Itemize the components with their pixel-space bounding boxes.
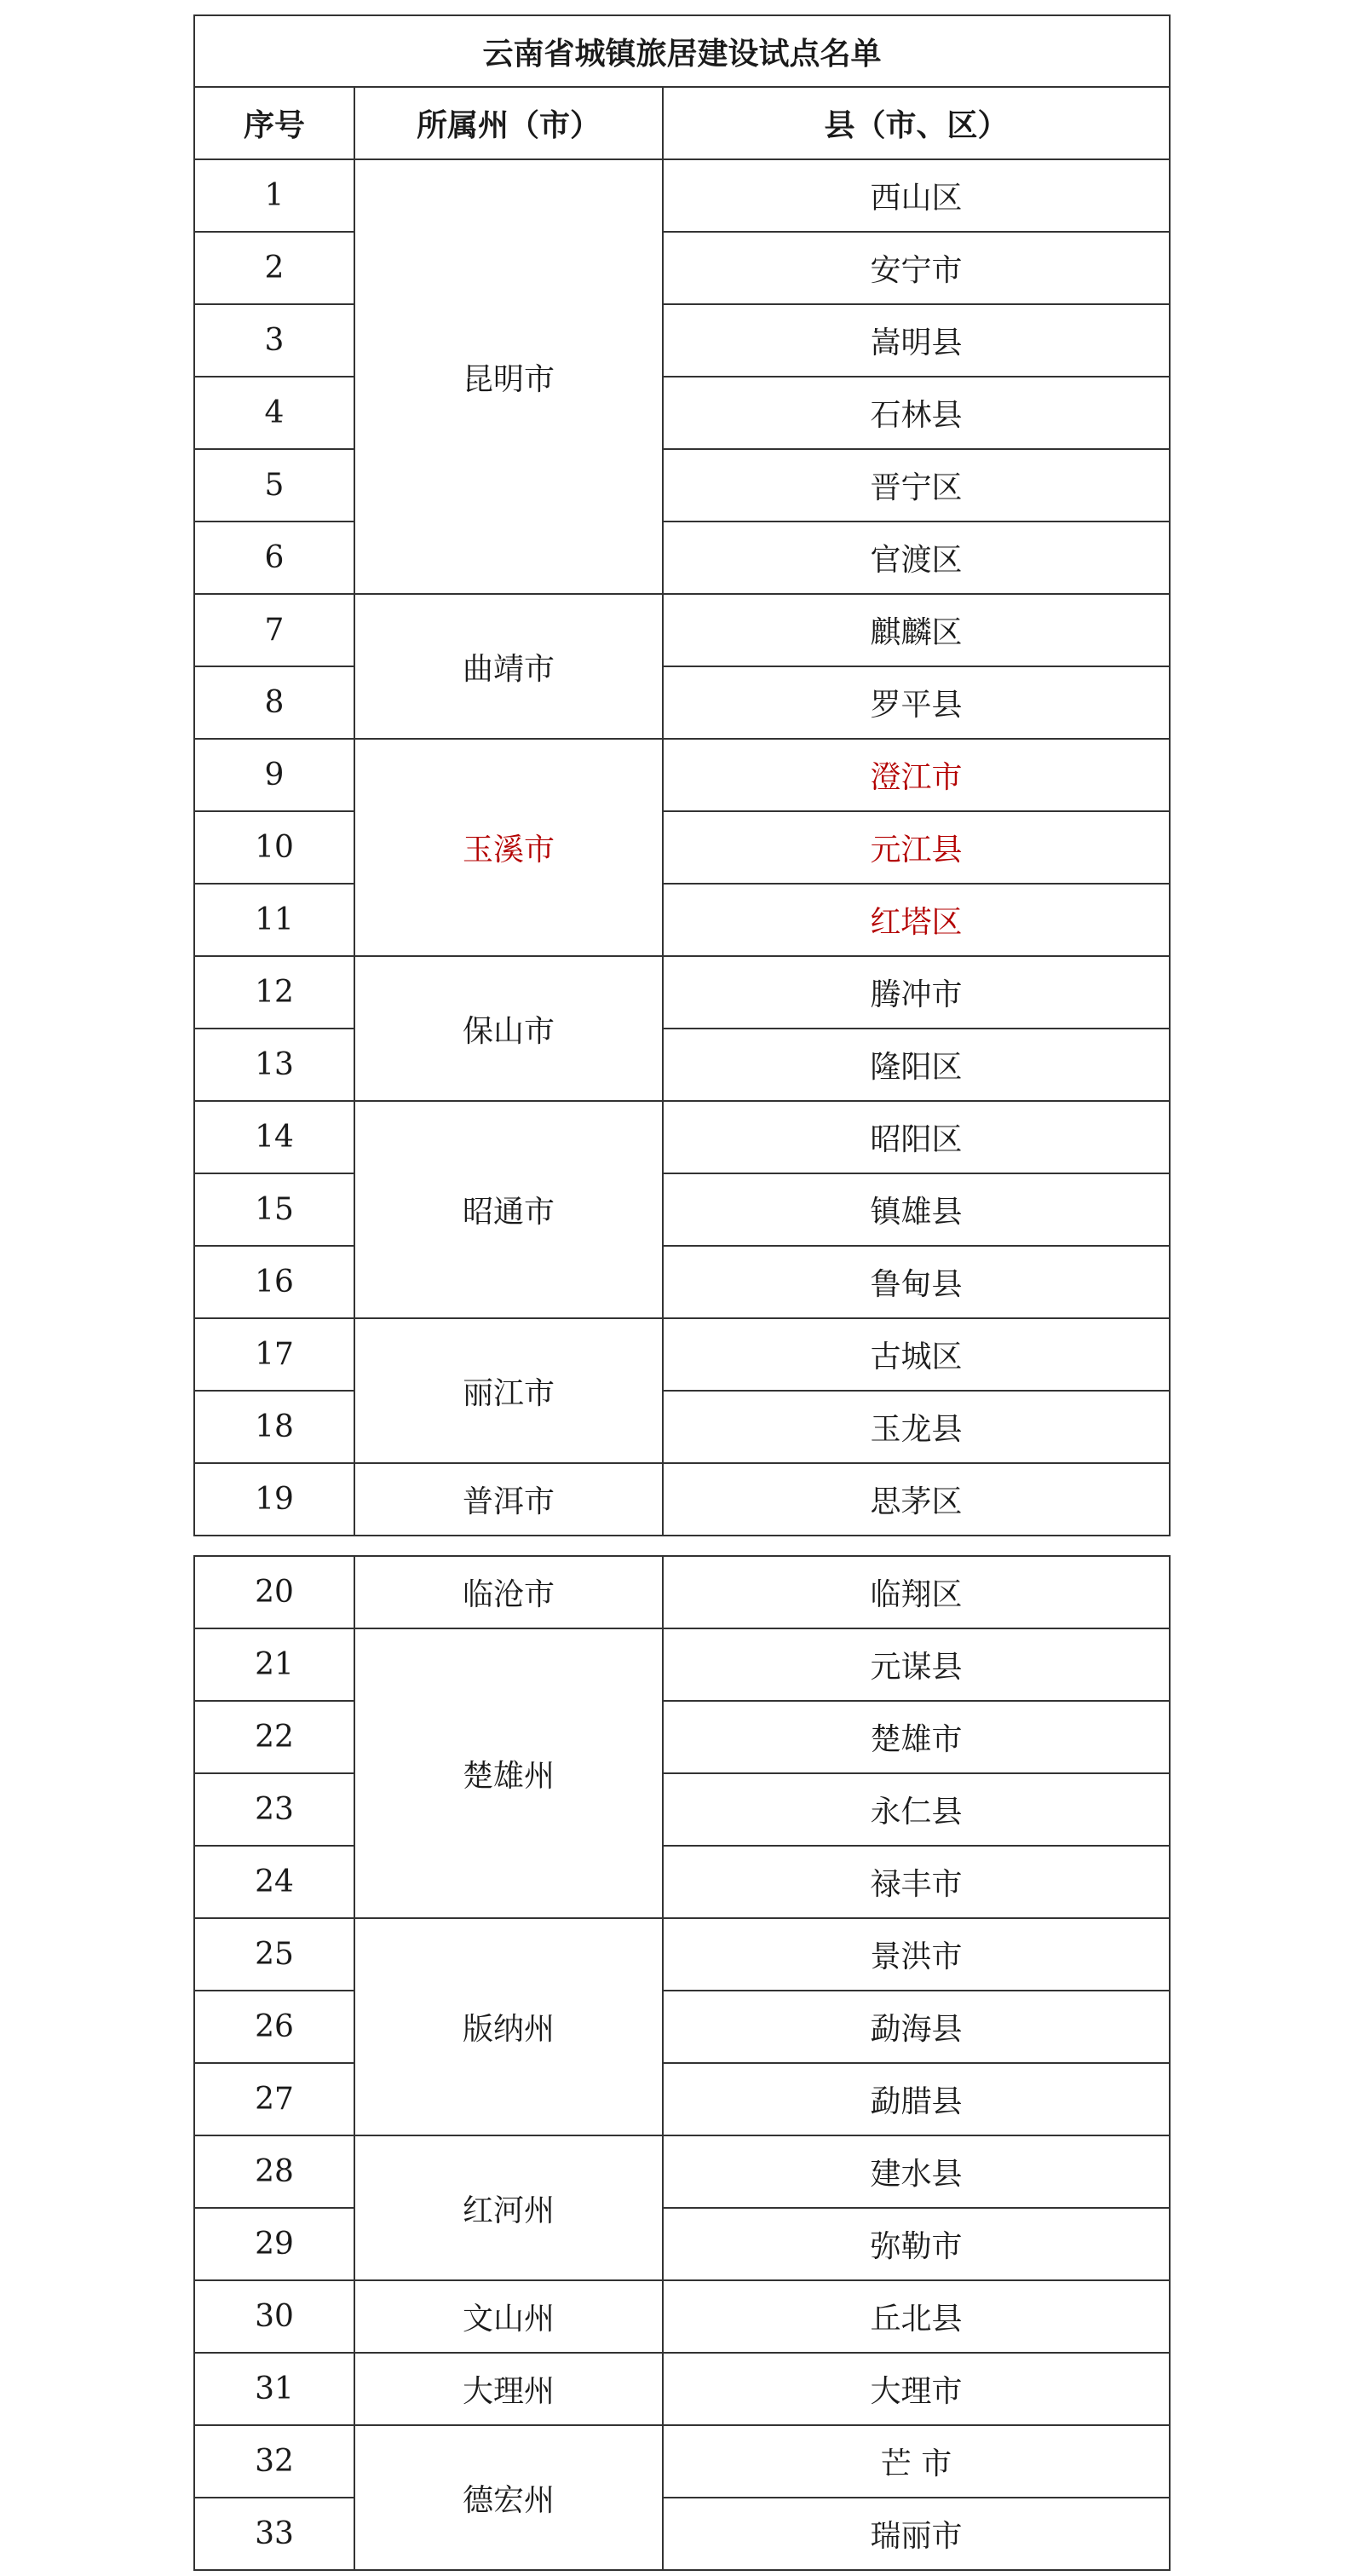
county-cell: 鲁甸县 (663, 1246, 1170, 1318)
table-row (194, 2135, 1170, 2208)
seq-cell: 14 (194, 1101, 354, 1173)
city-cell: 临沧市 (354, 1556, 663, 1628)
seq-cell: 10 (194, 811, 354, 884)
city-cell: 楚雄州 (354, 1628, 663, 1918)
seq-cell: 28 (194, 2135, 354, 2208)
seq-cell: 15 (194, 1173, 354, 1246)
table-row (194, 1173, 1170, 1246)
table-row (194, 2353, 1170, 2425)
table-row (194, 522, 1170, 594)
county-cell: 思茅区 (663, 1463, 1170, 1536)
seq-cell: 9 (194, 739, 354, 811)
table-row (194, 884, 1170, 956)
county-cell: 勐海县 (663, 1991, 1170, 2063)
seq-cell: 4 (194, 377, 354, 449)
header-county: 县（市、区） (663, 87, 1170, 159)
seq-cell: 11 (194, 884, 354, 956)
table-row (194, 1846, 1170, 1918)
county-cell: 永仁县 (663, 1773, 1170, 1846)
table-row (194, 811, 1170, 884)
seq-cell: 2 (194, 232, 354, 304)
county-cell: 丘北县 (663, 2280, 1170, 2353)
county-cell: 嵩明县 (663, 304, 1170, 377)
county-cell: 勐腊县 (663, 2063, 1170, 2135)
county-cell: 晋宁区 (663, 449, 1170, 522)
county-cell: 古城区 (663, 1318, 1170, 1391)
table-row (194, 1701, 1170, 1773)
table-body (194, 1556, 1170, 2570)
county-cell: 元谋县 (663, 1628, 1170, 1701)
city-cell: 文山州 (354, 2280, 663, 2353)
county-cell: 临翔区 (663, 1556, 1170, 1628)
table-row (194, 1463, 1170, 1536)
county-cell: 西山区 (663, 159, 1170, 232)
table-row (194, 1029, 1170, 1101)
header-city: 所属州（市） (354, 87, 663, 159)
table-title: 云南省城镇旅居建设试点名单 (194, 15, 1170, 87)
city-cell: 曲靖市 (354, 594, 663, 739)
table-row (194, 1773, 1170, 1846)
seq-cell: 22 (194, 1701, 354, 1773)
county-cell: 石林县 (663, 377, 1170, 449)
county-cell: 玉龙县 (663, 1391, 1170, 1463)
title-row (194, 15, 1170, 87)
seq-cell: 32 (194, 2425, 354, 2498)
seq-cell: 8 (194, 666, 354, 739)
city-cell: 丽江市 (354, 1318, 663, 1463)
city-cell: 保山市 (354, 956, 663, 1101)
county-cell: 弥勒市 (663, 2208, 1170, 2280)
county-cell: 红塔区 (663, 884, 1170, 956)
table-row (194, 304, 1170, 377)
table-row (194, 1101, 1170, 1173)
county-cell: 瑞丽市 (663, 2498, 1170, 2570)
seq-cell: 16 (194, 1246, 354, 1318)
county-cell: 隆阳区 (663, 1029, 1170, 1101)
county-cell: 元江县 (663, 811, 1170, 884)
table-row (194, 449, 1170, 522)
seq-cell: 25 (194, 1918, 354, 1991)
seq-cell: 6 (194, 522, 354, 594)
table-row (194, 1628, 1170, 1701)
seq-cell: 3 (194, 304, 354, 377)
seq-cell: 33 (194, 2498, 354, 2570)
seq-cell: 13 (194, 1029, 354, 1101)
county-cell: 昭阳区 (663, 1101, 1170, 1173)
table-row (194, 594, 1170, 666)
table-row (194, 1918, 1170, 1991)
county-cell: 澄江市 (663, 739, 1170, 811)
seq-cell: 7 (194, 594, 354, 666)
city-cell: 德宏州 (354, 2425, 663, 2570)
table-row (194, 159, 1170, 232)
seq-cell: 12 (194, 956, 354, 1029)
city-cell: 红河州 (354, 2135, 663, 2280)
table-row (194, 2425, 1170, 2498)
city-cell: 昭通市 (354, 1101, 663, 1318)
county-cell: 麒麟区 (663, 594, 1170, 666)
county-cell: 罗平县 (663, 666, 1170, 739)
seq-cell: 31 (194, 2353, 354, 2425)
county-cell: 芒 市 (663, 2425, 1170, 2498)
seq-cell: 18 (194, 1391, 354, 1463)
table-row (194, 377, 1170, 449)
county-cell: 建水县 (663, 2135, 1170, 2208)
county-cell: 腾冲市 (663, 956, 1170, 1029)
table-row (194, 956, 1170, 1029)
city-cell: 玉溪市 (354, 739, 663, 956)
pilot-list-table-page-1 (193, 14, 1171, 1536)
seq-cell: 23 (194, 1773, 354, 1846)
county-cell: 安宁市 (663, 232, 1170, 304)
city-cell: 昆明市 (354, 159, 663, 594)
table-row (194, 1991, 1170, 2063)
county-cell: 官渡区 (663, 522, 1170, 594)
table-row (194, 739, 1170, 811)
seq-cell: 27 (194, 2063, 354, 2135)
table-row (194, 2063, 1170, 2135)
city-cell: 普洱市 (354, 1463, 663, 1536)
pilot-list-table-page-2 (193, 1555, 1171, 2571)
county-cell: 景洪市 (663, 1918, 1170, 1991)
county-cell: 镇雄县 (663, 1173, 1170, 1246)
seq-cell: 19 (194, 1463, 354, 1536)
seq-cell: 24 (194, 1846, 354, 1918)
seq-cell: 17 (194, 1318, 354, 1391)
city-cell: 大理州 (354, 2353, 663, 2425)
seq-cell: 26 (194, 1991, 354, 2063)
table-row (194, 2498, 1170, 2570)
table-body (194, 15, 1170, 1536)
header-row (194, 87, 1170, 159)
seq-cell: 5 (194, 449, 354, 522)
table-row (194, 1391, 1170, 1463)
seq-cell: 29 (194, 2208, 354, 2280)
seq-cell: 30 (194, 2280, 354, 2353)
table-row (194, 1556, 1170, 1628)
city-cell: 版纳州 (354, 1918, 663, 2135)
table-row (194, 2208, 1170, 2280)
table-row (194, 2280, 1170, 2353)
county-cell: 禄丰市 (663, 1846, 1170, 1918)
table-row (194, 1246, 1170, 1318)
county-cell: 大理市 (663, 2353, 1170, 2425)
seq-cell: 21 (194, 1628, 354, 1701)
seq-cell: 20 (194, 1556, 354, 1628)
table-row (194, 666, 1170, 739)
table-row (194, 232, 1170, 304)
seq-cell: 1 (194, 159, 354, 232)
table-row (194, 1318, 1170, 1391)
header-seq: 序号 (194, 87, 354, 159)
county-cell: 楚雄市 (663, 1701, 1170, 1773)
